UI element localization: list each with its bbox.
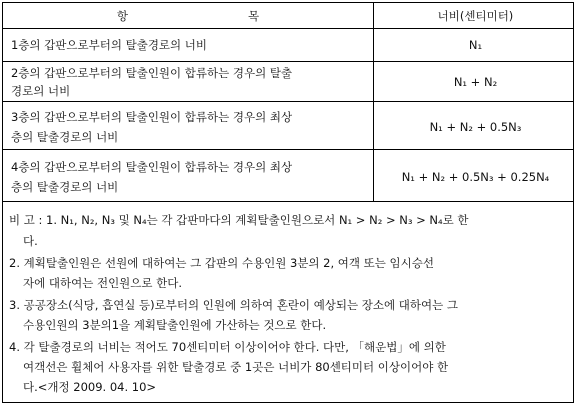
note4-line3: 다.<개정 2009. 04. 10> bbox=[23, 380, 157, 394]
regulation-table bbox=[2, 2, 574, 403]
row1-value: N₁ bbox=[468, 38, 483, 52]
row2-text-line1: 2층의 갑판으로부터의 탈출인원이 합류하는 경우의 탈출 bbox=[11, 66, 293, 80]
header-width: 너비(센티미터) bbox=[437, 9, 514, 23]
note4-line2: 여객선은 휠체어 사용자를 위한 탈출경로 중 1곳은 너비가 80센티미터 이상이어야 한 bbox=[23, 360, 449, 374]
note4-line1: 4. 각 탈출경로의 너비는 적어도 70센티미터 이상이어야 한다. 다만, 「해운법」에 의한 bbox=[9, 340, 446, 354]
header-item-char1: 항 bbox=[116, 9, 128, 23]
rule-row2-bottom bbox=[3, 101, 573, 102]
note2-line1: 2. 계획탈출인원은 선원에 대하여는 그 갑판의 수용인원 3분의 2, 여객 또는 임시승선 bbox=[9, 256, 434, 270]
row4-value: N₁ + N₂ + 0.5N₃ + 0.25N₄ bbox=[401, 170, 550, 184]
row4-text-line1: 4층의 갑판으로부터의 탈출인원이 합류하는 경우의 최상 bbox=[11, 160, 293, 174]
note1-line1: 비 고 : 1. N₁, N₂, N₃ 및 N₄는 각 갑판마다의 계획탈출인원으로서 N₁ > N₂ > N₃ > N₄로 한 bbox=[9, 213, 469, 227]
header-item bbox=[3, 6, 373, 26]
note3-line2: 수용인원의 3분의1을 계획탈출인원에 가산하는 것으로 한다. bbox=[23, 318, 327, 332]
row3-text-line2: 층의 탈출경로의 너비 bbox=[11, 130, 119, 144]
row4-text-line2: 층의 탈출경로의 너비 bbox=[11, 180, 119, 194]
column-divider bbox=[373, 3, 374, 201]
rule-header-bottom bbox=[3, 28, 573, 29]
rule-row4-bottom bbox=[3, 201, 573, 202]
note2-line2: 자에 대하여는 전인원으로 한다. bbox=[23, 276, 183, 290]
note1-line2: 다. bbox=[23, 234, 38, 248]
row1-text: 1층의 갑판으로부터의 탈출경로의 너비 bbox=[11, 38, 208, 52]
row3-text-line1: 3층의 갑판으로부터의 탈출인원이 합류하는 경우의 최상 bbox=[11, 110, 293, 124]
row2-text-line2: 경로의 너비 bbox=[11, 84, 71, 98]
note3-line1: 3. 공공장소(식당, 흡연실 등)로부터의 인원에 의하여 혼란이 예상되는 장소에 대하여는 그 bbox=[9, 298, 458, 312]
row2-value: N₁ + N₂ bbox=[453, 75, 498, 89]
header-item-char2: 목 bbox=[248, 9, 260, 23]
row3-value: N₁ + N₂ + 0.5N₃ bbox=[429, 120, 522, 134]
rule-row3-bottom bbox=[3, 149, 573, 150]
rule-row1-bottom bbox=[3, 61, 573, 62]
